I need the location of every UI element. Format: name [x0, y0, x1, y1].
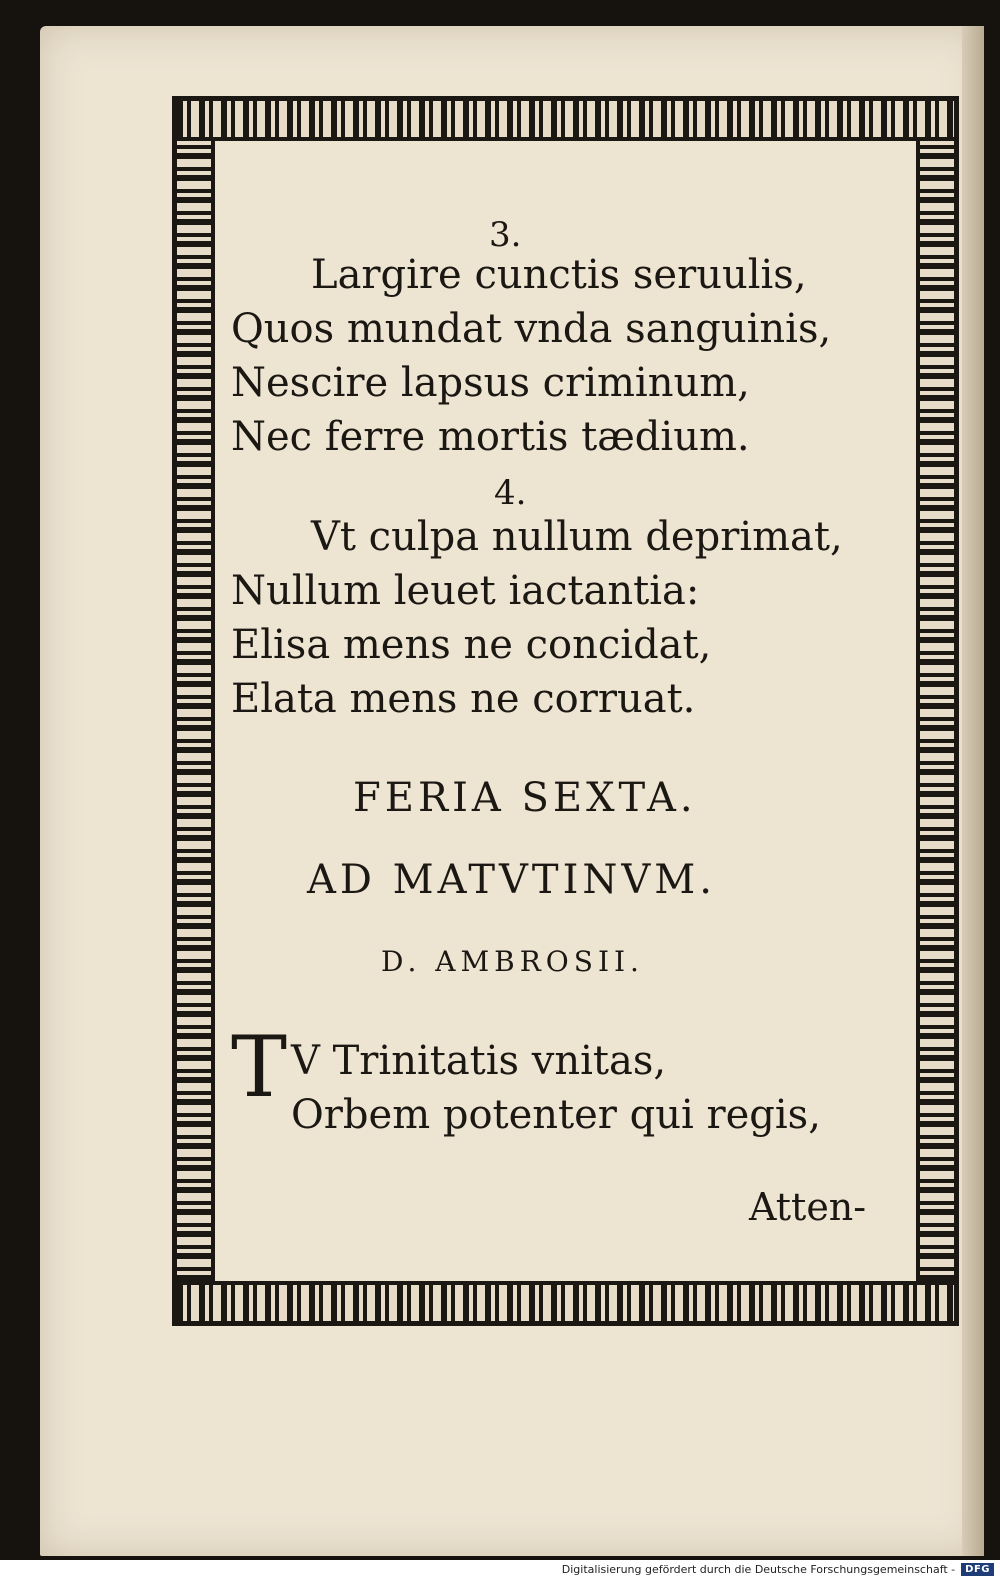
section-heading: FERIA SEXTA. [353, 775, 697, 821]
book-page [40, 26, 984, 1556]
verse-line: Quos mundat vnda sanguinis, [231, 306, 832, 352]
verse-line: Nescire lapsus criminum, [231, 360, 750, 406]
verse-line: Elisa mens ne concidat, [231, 622, 712, 668]
ornamental-border [172, 96, 959, 1326]
credit-text: Digitalisierung gefördert durch die Deutsche Forschungsgemeinschaft - [561, 1562, 956, 1576]
verse-line: Vt culpa nullum deprimat, [311, 514, 843, 560]
stanza-number: 3. [489, 215, 522, 255]
digitization-credit [562, 1560, 994, 1578]
border-right-band [916, 141, 954, 1281]
dfg-logo-icon: DFG [961, 1563, 994, 1576]
section-subheading: AD MATVTINVM. [307, 857, 716, 903]
stanza-number: 4. [494, 473, 527, 513]
border-top-band [177, 101, 954, 141]
verse-line: Largire cunctis seruulis, [311, 252, 807, 298]
border-left-band [177, 141, 215, 1281]
border-bottom-band [177, 1281, 954, 1321]
page-gutter [962, 26, 984, 1556]
verse-line: Nullum leuet iactantia: [231, 568, 700, 614]
drop-capital: T [231, 1018, 288, 1116]
catchword: Atten- [749, 1185, 867, 1229]
text-block [219, 145, 912, 1277]
verse-line: Orbem potenter qui regis, [291, 1092, 821, 1138]
verse-line: Nec ferre mortis tædium. [231, 414, 750, 460]
author-heading: D. AMBROSII. [381, 945, 644, 978]
verse-line: Elata mens ne corruat. [231, 676, 696, 722]
verse-line: V Trinitatis vnitas, [291, 1038, 667, 1084]
